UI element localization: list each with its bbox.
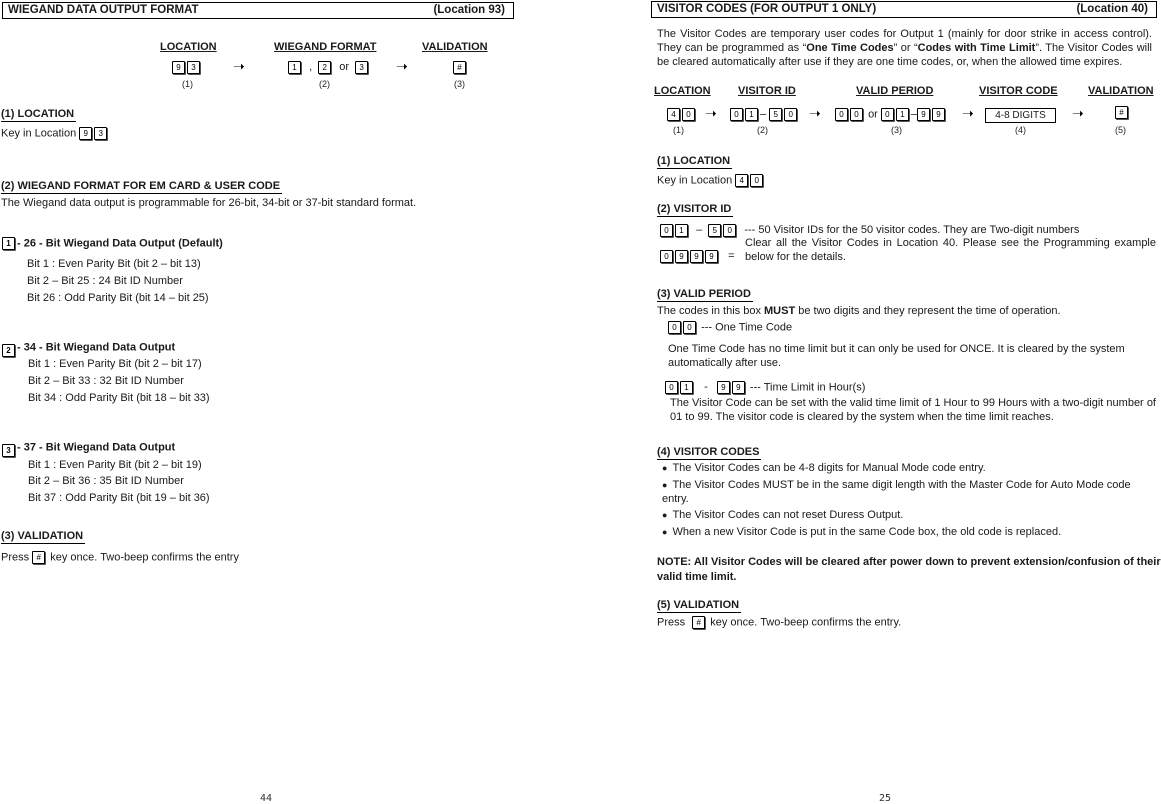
right-caption-1: (1) [673,125,684,135]
key-5: 5 [708,224,721,237]
key-0: 0 [660,224,673,237]
right-section-validation-title: (5) VALIDATION [657,599,740,611]
right-page-title: VISITOR CODES (FOR OUTPUT 1 ONLY) [657,3,877,15]
format-37-line: Bit 2 – Bit 36 : 35 Bit ID Number [28,475,184,487]
one-time-code-row: 0 0 --- One Time Code [668,321,792,334]
format-37-line: Bit 37 : Odd Parity Bit (bit 19 – bit 36) [28,492,210,504]
arrow-icon: ➝ [1072,105,1084,121]
key-2: 2 [2,344,15,357]
time-limit-row: 0 1 - 9 9 --- Time Limit in Hour(s) [665,381,865,394]
right-caption-5: (5) [1115,125,1126,135]
right-title-box [651,1,1157,18]
right-intro-paragraph: The Visitor Codes are temporary user codes for Output 1 (mainly for door strike in access control). They can be programmed as “One Time Codes” or “Codes with Time Limit”. The Visitor Codes will be cleared automatically after use if they are one time codes, or, when the allowed time expires. [657,28,1152,68]
key-3: 3 [2,444,15,457]
left-page-number: 44 [260,793,273,804]
left-col-location: LOCATION [160,41,217,53]
right-col-visitor-code: VISITOR CODE [979,85,1058,97]
key-0: 0 [683,321,696,334]
left-caption-2: (2) [319,79,330,89]
right-valid-period-keys [835,108,947,121]
visitor-codes-bullet: ● The Visitor Codes can not reset Duress Output. [662,509,903,521]
format-34-line: Bit 1 : Even Parity Bit (bit 2 – bit 17) [28,358,202,370]
visitor-codes-bullet: ● The Visitor Codes MUST be in the same digit length with the Master Code for Auto Mode code entry. [662,478,1156,506]
key-0: 0 [668,321,681,334]
key-4: 4 [735,174,748,187]
arrow-icon: ➝ [705,105,717,121]
key-5: 5 [769,108,782,121]
key-0: 0 [881,108,894,121]
key-9: 9 [732,381,745,394]
key-1: 1 [288,61,301,74]
key-0: 0 [750,174,763,187]
left-section-location-title: (1) LOCATION [1,108,75,120]
key-hash: # [692,616,705,629]
right-section-location-title: (1) LOCATION [657,155,731,167]
key-1: 1 [680,381,693,394]
format-26-line: Bit 1 : Even Parity Bit (bit 2 – bit 13) [27,258,201,270]
key-0: 0 [835,108,848,121]
right-section-visitor-id-title: (2) VISITOR ID [657,203,732,215]
left-location-keys [172,61,202,74]
key-2: 2 [318,61,331,74]
or-separator: or [868,108,878,121]
key-9: 9 [172,61,185,74]
key-3: 3 [355,61,368,74]
arrow-icon: ➝ [233,58,245,74]
right-location-label: (Location 40) [1076,3,1148,15]
left-caption-3: (3) [454,79,465,89]
left-page-title: WIEGAND DATA OUTPUT FORMAT [8,4,199,16]
comma-separator: , [309,61,313,74]
left-col-validation: VALIDATION [422,41,488,53]
key-1: 1 [2,237,15,250]
time-limit-desc: The Visitor Code can be set with the valid time limit of 1 Hour to 99 Hours with a two-digit number of 01 to 99. The visitor code is cleared by the system when the time limit reaches. [670,397,1156,423]
format-34-line: Bit 34 : Odd Parity Bit (bit 18 – bit 33) [28,392,210,404]
visitor-id-clear-row: 0 9 9 9 = [660,250,735,263]
left-section-validation-text: Press # key once. Two-beep confirms the entry [1,551,239,564]
one-time-code-desc: One Time Code has no time limit but it can only be used for ONCE. It is cleared by the system automatically after use. [668,343,1125,369]
dash-separator: – [760,108,767,121]
left-col-format: WIEGAND FORMAT [274,41,377,53]
right-col-validation: VALIDATION [1088,85,1154,97]
key-9: 9 [705,250,718,263]
key-1: 1 [745,108,758,121]
left-location-label: (Location 93) [433,4,505,16]
format-26-line: Bit 26 : Odd Parity Bit (bit 14 – bit 25) [27,292,209,304]
key-4: 4 [667,108,680,121]
valid-period-intro: The codes in this box MUST be two digits and they represent the time of operation. [657,305,1061,317]
left-format-keys [288,61,370,74]
or-separator: or [339,61,350,74]
key-0: 0 [723,224,736,237]
arrow-icon: ➝ [396,58,408,74]
right-caption-4: (4) [1015,125,1026,135]
left-section-location-text: Key in Location 9 3 [1,127,109,140]
left-validation-key [453,61,468,74]
arrow-icon: ➝ [962,105,974,121]
key-9: 9 [79,127,92,140]
key-1: 1 [675,224,688,237]
right-col-valid-period: VALID PERIOD [856,85,934,97]
key-9: 9 [690,250,703,263]
right-validation-key [1115,106,1130,119]
key-0: 0 [682,108,695,121]
left-section-validation-title: (3) VALIDATION [1,530,84,542]
key-0: 0 [665,381,678,394]
key-1: 1 [896,108,909,121]
format-26-title: 1 - 26 - Bit Wiegand Data Output (Default) [2,237,223,250]
key-3: 3 [187,61,200,74]
key-hash: # [32,551,45,564]
key-0: 0 [730,108,743,121]
format-34-line: Bit 2 – Bit 33 : 32 Bit ID Number [28,375,184,387]
right-caption-3: (3) [891,125,902,135]
right-visitor-id-keys [730,108,799,121]
visitor-codes-bullet: ● When a new Visitor Code is put in the same Code box, the old code is replaced. [662,526,1061,538]
arrow-icon: ➝ [809,105,821,121]
right-section-location-text: Key in Location 4 0 [657,174,765,187]
visitor-id-range-row: 0 1 – 5 0 --- 50 Visitor IDs for the 50 visitor codes. They are Two-digit numbers [660,224,1079,237]
visitor-codes-note: NOTE: All Visitor Codes will be cleared after power down to prevent extension/confusion of their valid time limit. [657,556,1161,583]
key-3: 3 [94,127,107,140]
key-hash: # [1115,106,1128,119]
format-26-line: Bit 2 – Bit 25 : 24 Bit ID Number [27,275,183,287]
left-section-format-title: (2) WIEGAND FORMAT FOR EM CARD & USER CODE [1,180,281,192]
key-0: 0 [850,108,863,121]
format-34-title: 2 - 34 - Bit Wiegand Data Output [2,338,175,357]
right-page-number: 25 [879,793,892,804]
left-section-format-text: The Wiegand data output is programmable for 26-bit, 34-bit or 37-bit standard format. [1,197,417,209]
visitor-id-clear-desc: Clear all the Visitor Codes in Location 40. Please see the Programming example below for the details. [745,237,1156,263]
right-section-validation-text: Press # key once. Two-beep confirms the entry. [657,616,902,629]
right-col-location: LOCATION [654,85,711,97]
key-hash: # [453,61,466,74]
right-col-visitor-id: VISITOR ID [738,85,796,97]
key-9: 9 [675,250,688,263]
key-9: 9 [932,108,945,121]
visitor-code-digits-box: 4-8 DIGITS [985,108,1056,123]
left-caption-1: (1) [182,79,193,89]
key-0: 0 [784,108,797,121]
right-location-keys [667,108,697,121]
dash-separator: – [910,108,918,121]
format-37-line: Bit 1 : Even Parity Bit (bit 2 – bit 19) [28,459,202,471]
key-9: 9 [717,381,730,394]
left-title-box [2,2,514,19]
key-9: 9 [917,108,930,121]
visitor-codes-bullet: ● The Visitor Codes can be 4-8 digits for Manual Mode code entry. [662,462,986,474]
format-37-title: 3 - 37 - Bit Wiegand Data Output [2,438,175,457]
right-caption-2: (2) [757,125,768,135]
right-section-visitor-codes-title: (4) VISITOR CODES [657,446,760,458]
key-0: 0 [660,250,673,263]
right-section-valid-period-title: (3) VALID PERIOD [657,288,751,300]
